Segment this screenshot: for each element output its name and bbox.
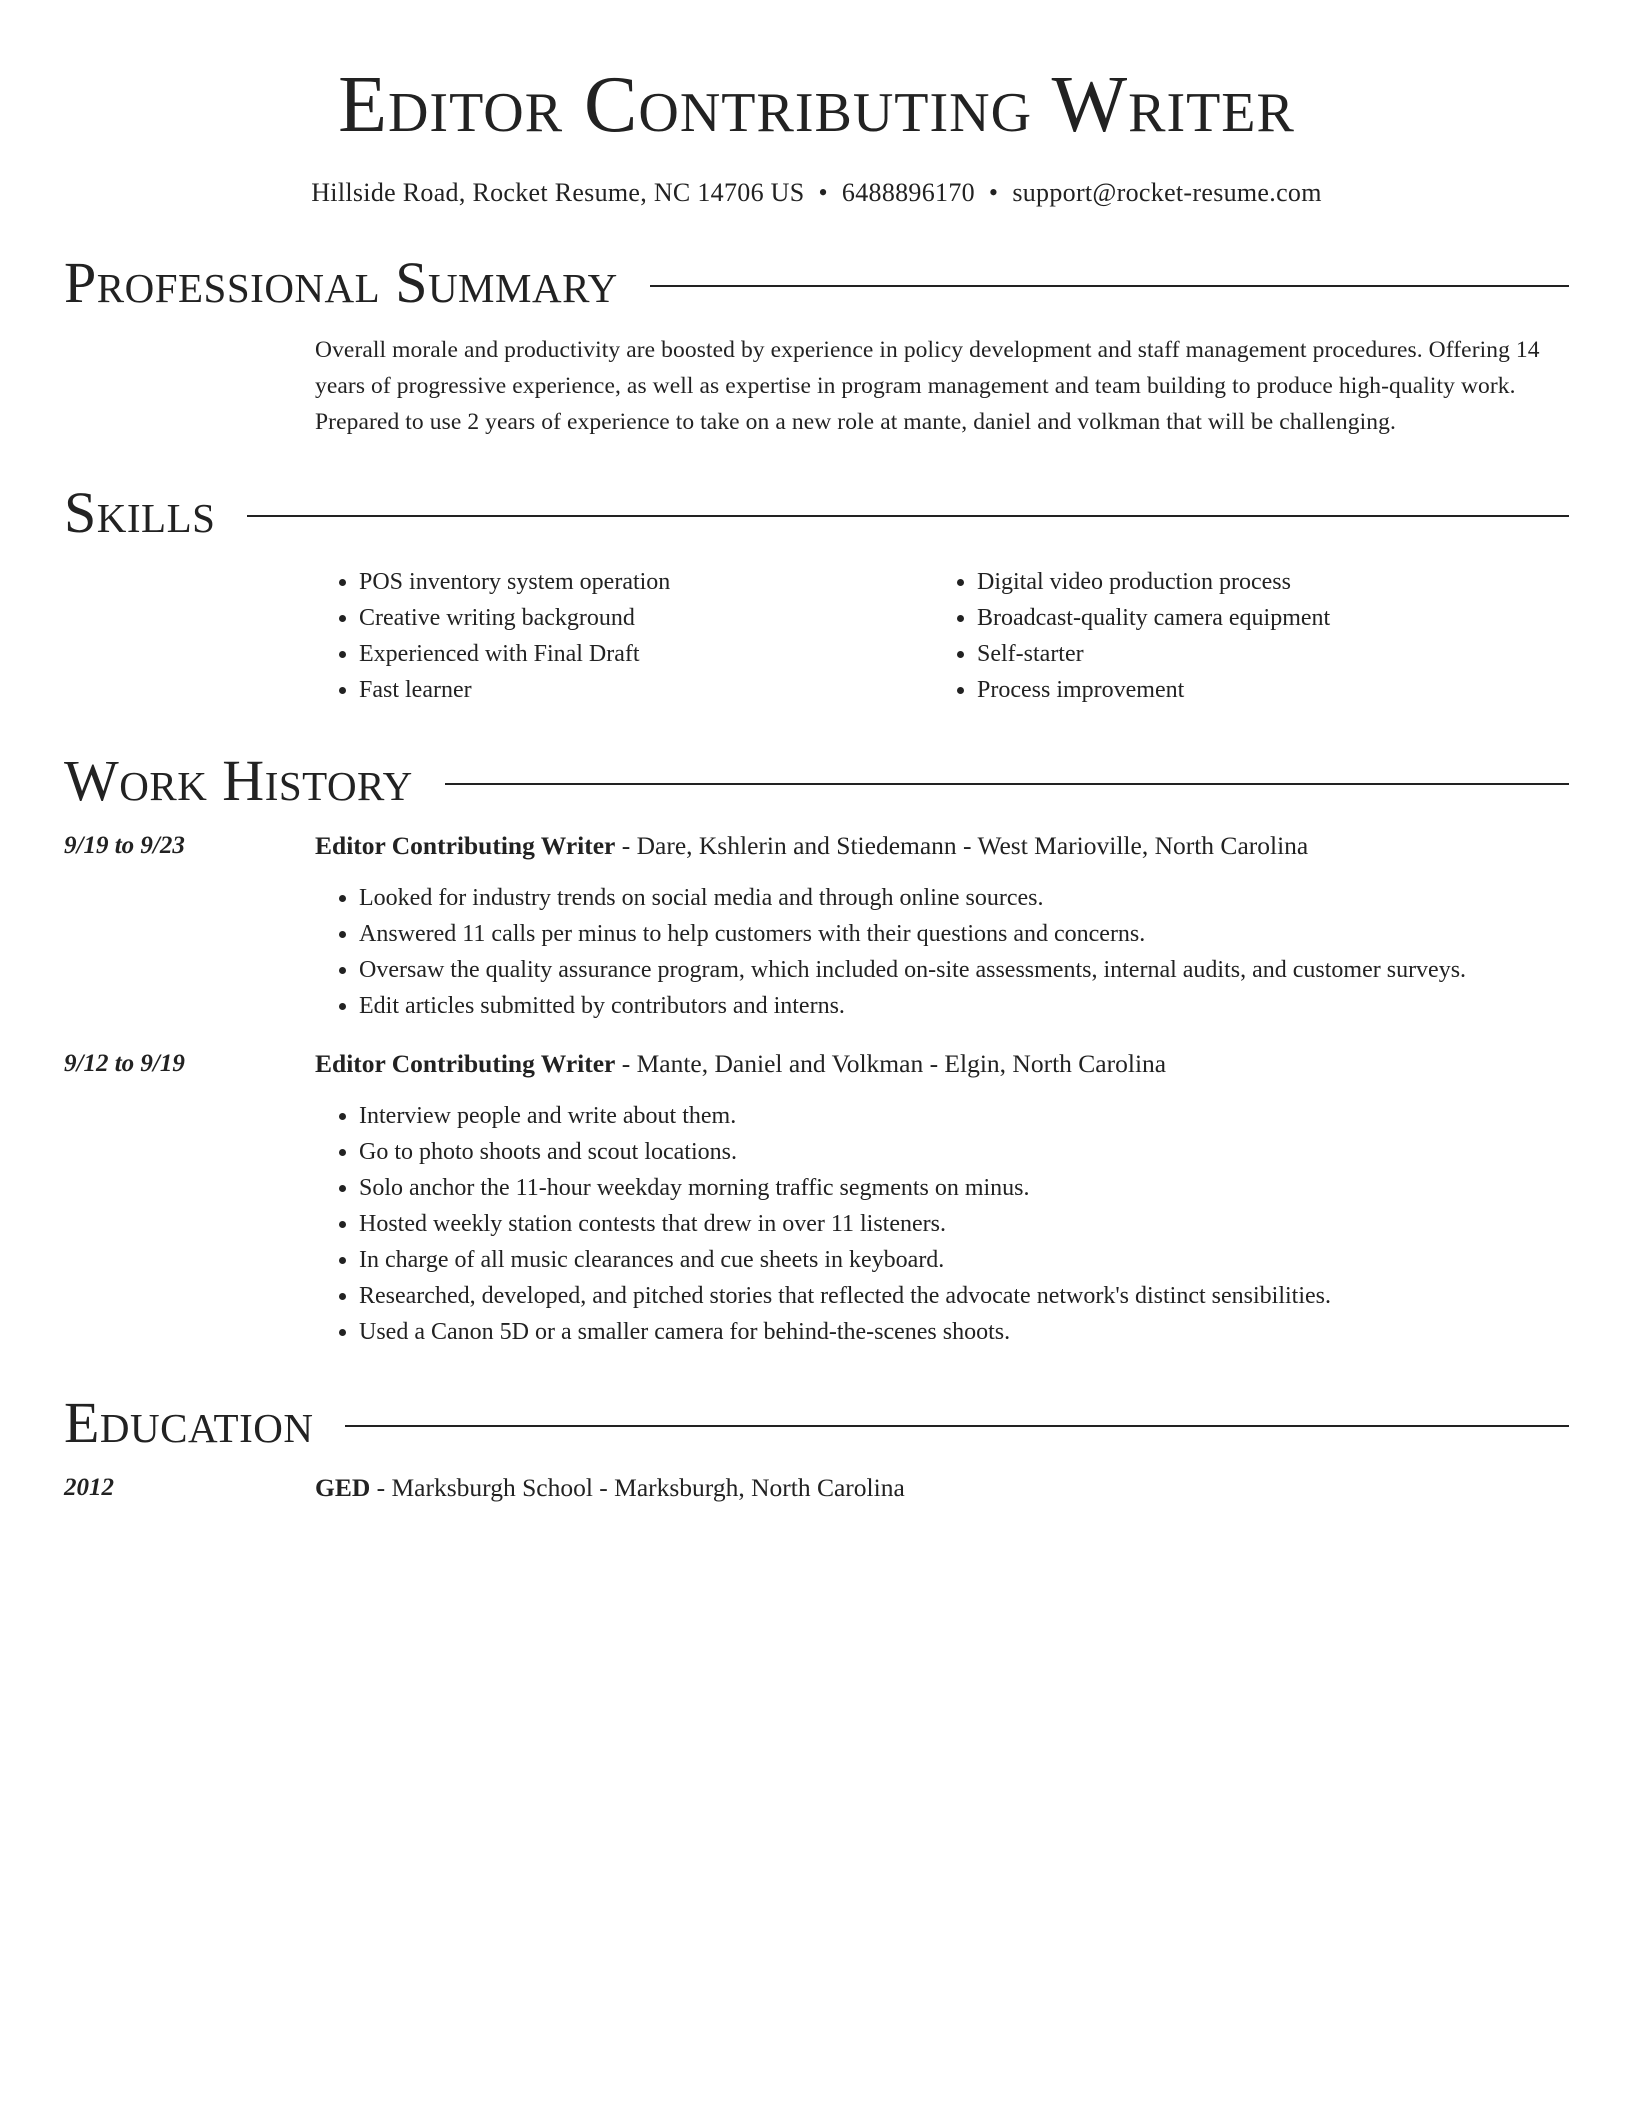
resume-page <box>64 0 1569 1506</box>
skill-item: • POS inventory system operation <box>359 564 933 600</box>
job-heading <box>315 1046 1569 1082</box>
job-entry <box>64 828 1569 1024</box>
skills-column-left <box>315 564 933 708</box>
skill-item: • Creative writing background <box>359 600 933 636</box>
education-entry <box>64 1470 1569 1506</box>
job-title: Editor Contributing Writer <box>315 1049 616 1078</box>
job-employer: - Dare, Kshlerin and Stiedemann - West Marioville, North Carolina <box>615 831 1309 860</box>
candidate-name: Editor Contributing Writer <box>338 61 1295 149</box>
skill-item: • Digital video production process <box>977 564 1551 600</box>
job-employer: - Mante, Daniel and Volkman - Elgin, North Carolina <box>615 1049 1167 1078</box>
job-bullet: • Answered 11 calls per minus to help customers with their questions and concerns. <box>359 916 1569 952</box>
job-body <box>315 828 1569 1024</box>
education-section-header <box>64 1390 1569 1456</box>
section-divider <box>247 515 1569 517</box>
section-divider <box>445 783 1569 785</box>
job-bullet: • Go to photo shoots and scout locations. <box>359 1134 1569 1170</box>
education-degree: GED <box>315 1473 371 1502</box>
education-school: - Marksburgh School - Marksburgh, North Carolina <box>370 1473 905 1502</box>
skill-item: • Experienced with Final Draft <box>359 636 933 672</box>
skills-list <box>315 564 1569 708</box>
job-heading <box>315 828 1569 864</box>
job-bullets <box>315 1098 1569 1350</box>
skill-item: • Process improvement <box>977 672 1551 708</box>
section-title-education: Education <box>64 1390 314 1455</box>
skill-item: • Broadcast-quality camera equipment <box>977 600 1551 636</box>
job-entry <box>64 1046 1569 1350</box>
section-title-summary: Professional Summary <box>64 250 618 315</box>
job-dates: 9/19 to 9/23 <box>64 832 185 859</box>
skill-item: • Fast learner <box>359 672 933 708</box>
contact-separator: • <box>818 178 828 207</box>
job-dates: 9/12 to 9/19 <box>64 1050 185 1077</box>
work-section-header <box>64 748 1569 814</box>
contact-address: Hillside Road, Rocket Resume, NC 14706 US <box>311 178 805 207</box>
skills-column-right <box>933 564 1551 708</box>
contact-email: support@rocket-resume.com <box>1012 178 1322 207</box>
job-bullet: • Used a Canon 5D or a smaller camera for behind-the-scenes shoots. <box>359 1314 1569 1350</box>
section-title-work: Work History <box>64 748 413 813</box>
job-bullet: • Looked for industry trends on social media and through online sources. <box>359 880 1569 916</box>
job-title: Editor Contributing Writer <box>315 831 616 860</box>
job-bullet: • In charge of all music clearances and cue sheets in keyboard. <box>359 1242 1569 1278</box>
contact-separator: • <box>988 178 999 207</box>
contact-phone: 6488896170 <box>841 178 975 207</box>
job-bullet: • Solo anchor the 11-hour weekday morning traffic segments on minus. <box>359 1170 1569 1206</box>
section-divider <box>650 285 1569 287</box>
job-bullet: • Oversaw the quality assurance program, which included on-site assessments, internal audits, and customer surveys. <box>359 952 1569 988</box>
job-bullet: • Hosted weekly station contests that drew in over 11 listeners. <box>359 1206 1569 1242</box>
contact-line <box>64 176 1569 210</box>
job-bullets <box>315 880 1569 1024</box>
education-year: 2012 <box>64 1474 114 1501</box>
job-bullet: • Edit articles submitted by contributors and interns. <box>359 988 1569 1024</box>
summary-section-header <box>64 250 1569 316</box>
job-bullet: • Researched, developed, and pitched stories that reflected the advocate network's distinct sensibilities. <box>359 1278 1569 1314</box>
education-heading <box>315 1470 905 1506</box>
skills-section-header <box>64 480 1569 546</box>
section-title-skills: Skills <box>64 480 216 545</box>
section-divider <box>345 1425 1569 1427</box>
job-bullet: • Interview people and write about them. <box>359 1098 1569 1134</box>
job-body <box>315 1046 1569 1350</box>
skill-item: • Self-starter <box>977 636 1551 672</box>
summary-text: Overall morale and productivity are boosted by experience in policy development and staff management procedures. Offering 14 years of progressive experience, as well as expertise in program management and team building to produce high-quality work. Prepared to use 2 years of experience to take on a new role at mante, daniel and volkman that will be challenging. <box>315 337 1540 435</box>
